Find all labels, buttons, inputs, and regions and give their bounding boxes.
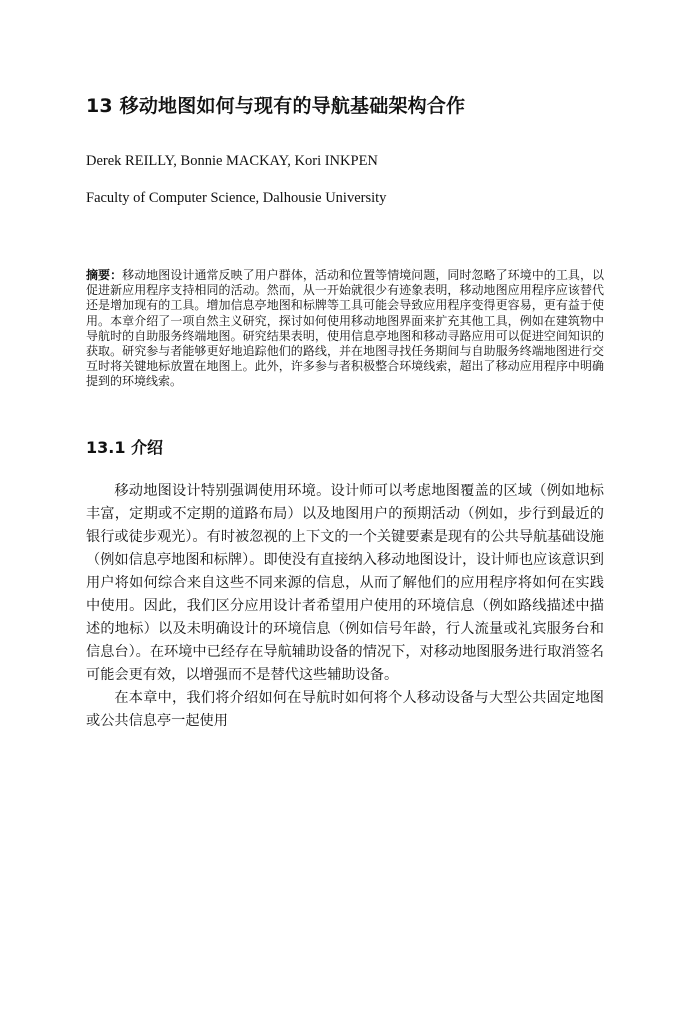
section-body: [86, 480, 604, 733]
author-affiliation: Faculty of Computer Science, Dalhousie University: [86, 190, 387, 206]
body-paragraph: 移动地图设计特别强调使用环境。设计师可以考虑地图覆盖的区域（例如地标丰富，定期或不定期的道路布局）以及地图用户的预期活动（例如，步行到最近的银行或徒步观光）。有时被忽视的上下文的一个关键要素是现有的公共导航基础设施（例如信息亭地图和标牌）。即使没有直接纳入移动地图设计，设计师也应该意识到用户将如何综合来自这些不同来源的信息，从而了解他们的应用程序将如何在实践中使用。因此，我们区分应用设计者希望用户使用的环境信息（例如路线描述中描述的地标）以及未明确设计的环境信息（例如信号年龄，行人流量或礼宾服务台和信息台）。在环境中已经存在导航辅助设备的情况下，对移动地图服务进行取消签名可能会更有效，以增强而不是替代这些辅助设备。: [86, 483, 604, 683]
abstract-block: [86, 268, 604, 390]
author-list: Derek REILLY, Bonnie MACKAY, Kori INKPEN: [86, 153, 378, 169]
abstract-text: 移动地图设计通常反映了用户群体，活动和位置等情境问题，同时忽略了环境中的工具，以促进新应用程序支持相同的活动。然而，从一开始就很少有迹象表明，移动地图应用程序应该替代还是增加现有的工具。增加信息亭地图和标牌等工具可能会导致应用程序变得更容易，更有益于使用。本章介绍了一项自然主义研究，探讨如何使用移动地图界面来扩充其他工具，例如在建筑物中导航时的自助服务终端地图。研究结果表明，使用信息亭地图和移动寻路应用可以促进空间知识的获取。研究参与者能够更好地追踪他们的路线，并在地图寻找任务期间与自助服务终端地图进行交互时将关键地标放置在地图上。此外，许多参与者积极整合环境线索，超出了移动应用程序中明确提到的环境线索。: [86, 268, 604, 389]
section-heading: 13.1 介绍: [86, 438, 164, 457]
chapter-title: 13 移动地图如何与现有的导航基础架构合作: [86, 95, 466, 117]
abstract-label: 摘要：: [86, 268, 123, 282]
body-paragraph: 在本章中，我们将介绍如何在导航时如何将个人移动设备与大型公共固定地图或公共信息亭一起使用: [86, 690, 604, 729]
